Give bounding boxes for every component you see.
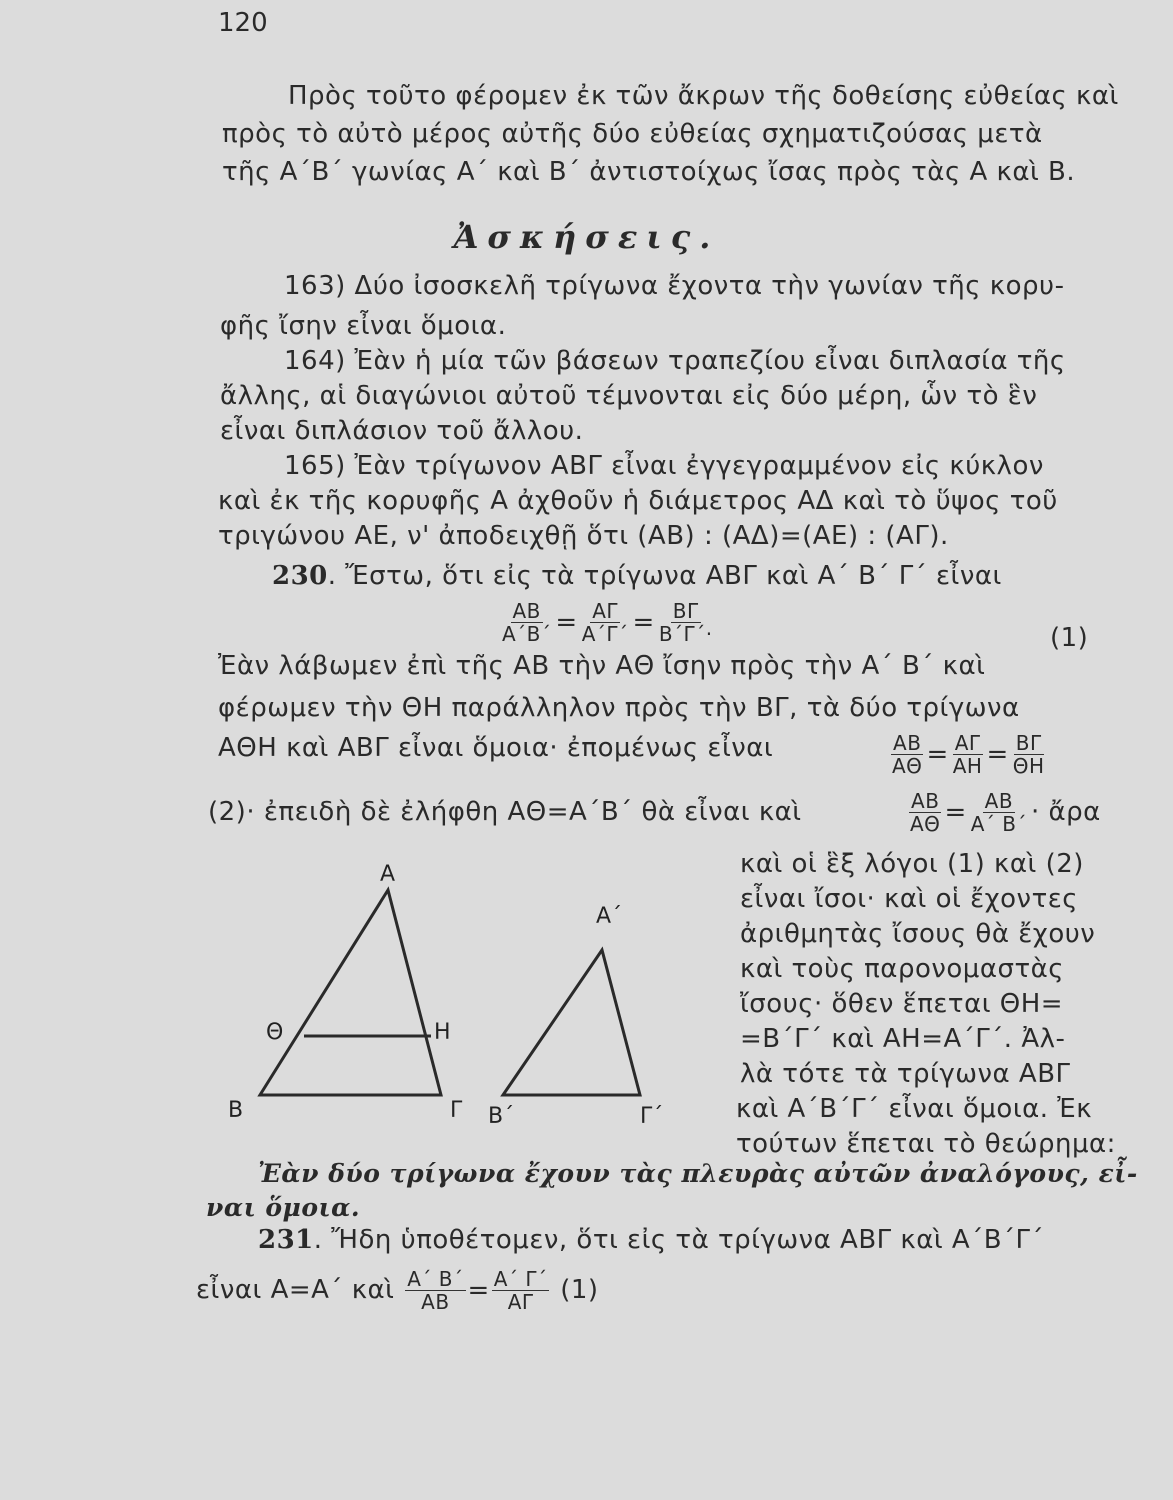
section-230-line-1	[272, 560, 1002, 592]
section-230-line-4: ΑΘΗ καὶ ΑΒΓ εἶναι ὅμοια· ἐπομένως εἶναι	[218, 733, 774, 763]
exercise-164-line-2: ἄλλης, αἱ διαγώνιοι αὐτοῦ τέμνονται εἰς δύο μέρη, ὧν τὸ ἓν	[220, 381, 1038, 411]
fraction	[500, 600, 553, 645]
section-230-text: . Ἔστω, ὅτι εἰς τὰ τρίγωνα ΑΒΓ καὶ Α΄ Β΄ Γ΄ εἶναι	[327, 561, 1002, 591]
label-G: Γ	[450, 1098, 463, 1123]
label-B: Β	[228, 1098, 244, 1123]
intro-line-2: πρὸς τὸ αὐτὸ μέρος αὐτῆς δύο εὐθείας σχηματιζούσας μετὰ	[222, 119, 1043, 149]
denominator: Α΄ Β΄	[970, 812, 1027, 836]
section-231-line-2: εἶναι Α=Α΄ καὶ $\frac{A΄ B΄}{AB}$ = $\frac{A΄ \Gamma΄}{A\Gamma}$ (1)	[196, 1267, 599, 1314]
exercise-163-line-1: 163) Δύο ἰσοσκελῆ τρίγωνα ἔχοντα τὴν γωνίαν τῆς κορυ-	[284, 271, 1065, 301]
side-text-line-8: καὶ Α΄Β΄Γ΄ εἶναι ὅμοια. Ἐκ	[736, 1094, 1093, 1124]
label-A: Α	[380, 862, 396, 887]
section-231-line-1	[258, 1224, 1044, 1256]
section-230-line-2: Ἐὰν λάβωμεν ἐπὶ τῆς ΑΒ τὴν ΑΘ ἴσην πρὸς τὴν Α΄ Β΄ καὶ	[218, 651, 986, 681]
exercise-165-line-3: τριγώνου ΑΕ, ν' ἀποδειχθῇ ὅτι (ΑΒ) : (ΑΔ)=(ΑΕ) : (ΑΓ).	[218, 521, 949, 551]
fraction	[492, 1268, 550, 1313]
numerator: ΑΒ	[911, 789, 940, 813]
triangle-a2b2g2	[503, 950, 640, 1095]
fraction	[580, 600, 631, 645]
equation-label-1: (1)	[1050, 623, 1089, 653]
numerator: ΑΒ	[512, 599, 541, 623]
side-text-line-3: ἀριθμητὰς ἴσους θὰ ἔχουν	[740, 919, 1096, 949]
numerator: Α΄ Β΄	[407, 1267, 464, 1291]
side-text-line-6: =Β΄Γ΄ καὶ ΑΗ=Α΄Γ΄. Ἀλ-	[740, 1024, 1066, 1054]
page-number: 120	[218, 8, 268, 38]
label-Theta: Θ	[266, 1020, 284, 1045]
exercises-heading: Ἀσκήσεις.	[453, 218, 720, 256]
label-B-prime: Β΄	[488, 1104, 515, 1129]
triangle-abg	[260, 890, 441, 1095]
side-text-line-5: ἴσους· ὅθεν ἕπεται ΘΗ=	[740, 989, 1064, 1019]
line-end-text: · ἄρα	[1031, 797, 1101, 827]
side-text-line-9: τούτων ἕπεται τὸ θεώρημα:	[736, 1129, 1116, 1159]
side-text-line-7: λὰ τότε τὰ τρίγωνα ΑΒΓ	[740, 1059, 1071, 1089]
numerator: ΑΓ	[592, 599, 619, 623]
side-text-line-1: καὶ οἱ ἓξ λόγοι (1) καὶ (2)	[740, 849, 1084, 879]
ratio-equation-3: $\frac{AB}{A\Theta}$ = $\frac{AB}{A΄ B΄}$ · ἄρα	[910, 789, 1101, 836]
numerator: ΑΓ	[954, 731, 981, 755]
numerator: ΒΓ	[672, 599, 699, 623]
denominator: Α΄Β΄	[502, 622, 552, 646]
exercise-164-line-1: 164) Ἐὰν ἡ μία τῶν βάσεων τραπεζίου εἶναι διπλασία τῆς	[284, 346, 1066, 376]
denominator: ΑΓ	[507, 1290, 534, 1314]
denominator: ΑΘ	[910, 812, 941, 836]
exercise-164-line-3: εἶναι διπλάσιον τοῦ ἄλλου.	[220, 416, 584, 446]
fraction	[890, 732, 924, 777]
denominator: ΘΗ	[1012, 754, 1045, 778]
label-H: Η	[434, 1020, 451, 1045]
ratio-equation-1: $\frac{AB}{A΄B΄}$ = $\frac{A\Gamma}{A΄\Gamma΄}$ = $\frac{B\Gamma}{B΄\Gamma΄\cdot}$	[502, 599, 713, 646]
fraction	[951, 732, 985, 777]
equation-label-231: (1)	[560, 1275, 599, 1305]
intro-line-3: τῆς Α΄Β΄ γωνίας Α΄ καὶ Β΄ ἀντιστοίχως ἴσας πρὸς τὰς Α καὶ Β.	[222, 157, 1076, 187]
side-text-line-2: εἶναι ἴσοι· καὶ οἱ ἔχοντες	[740, 884, 1079, 914]
exercise-165-line-2: καὶ ἐκ τῆς κορυφῆς Α ἀχθοῦν ἡ διάμετρος ΑΔ καὶ τὸ ὕψος τοῦ	[218, 486, 1058, 516]
numerator: Α΄ Γ΄	[493, 1267, 548, 1291]
denominator: Α΄Γ΄	[581, 622, 629, 646]
fraction	[969, 790, 1029, 835]
label-G-prime: Γ΄	[640, 1104, 664, 1129]
exercise-165-line-1: 165) Ἐὰν τρίγωνον ΑΒΓ εἶναι ἐγγεγραμμένον εἰς κύκλον	[284, 451, 1044, 481]
fraction	[405, 1268, 465, 1313]
section-230-line-3: φέρωμεν τὴν ΘΗ παράλληλον πρὸς τὴν ΒΓ, τὰ δύο τρίγωνα	[218, 693, 1020, 723]
fraction	[1011, 732, 1047, 777]
side-text-line-4: καὶ τοὺς παρονομαστὰς	[740, 954, 1064, 984]
denominator: Β΄Γ΄·	[658, 622, 713, 646]
section-number-231: 231	[258, 1225, 314, 1255]
section-number-230: 230	[272, 561, 328, 591]
section-231-text-2: εἶναι Α=Α΄ καὶ	[196, 1275, 395, 1305]
intro-line-1: Πρὸς τοῦτο φέρομεν ἐκ τῶν ἄκρων τῆς δοθείσης εὐθείας καὶ	[288, 81, 1119, 111]
section-231-text: . Ἤδη ὑποθέτομεν, ὅτι εἰς τὰ τρίγωνα ΑΒΓ καὶ Α΄Β΄Γ΄	[313, 1225, 1045, 1255]
denominator: ΑΒ	[421, 1290, 450, 1314]
ratio-equation-2: $\frac{AB}{A\Theta}$ = $\frac{A\Gamma}{AH}$ = $\frac{B\Gamma}{\Theta H}$	[892, 731, 1045, 778]
numerator: ΑΒ	[984, 789, 1014, 813]
exercise-163-line-2: φῆς ἴσην εἶναι ὅμοια.	[220, 311, 507, 341]
theorem-line-1: Ἐὰν δύο τρίγωνα ἔχουν τὰς πλευρὰς αὐτῶν ἀναλόγους, εἶ-	[258, 1159, 1138, 1188]
similar-triangles-figure	[220, 855, 680, 1135]
label-A-prime: Α΄	[596, 904, 623, 929]
denominator: ΑΗ	[952, 754, 983, 778]
numerator: ΒΓ	[1015, 731, 1042, 755]
theorem-line-2: ναι ὅμοια.	[206, 1193, 361, 1222]
fraction	[657, 600, 715, 645]
numerator: ΑΒ	[893, 731, 922, 755]
fraction	[908, 790, 942, 835]
section-230-line-5: (2)· ἐπειδὴ δὲ ἐλήφθη ΑΘ=Α΄Β΄ θὰ εἶναι καὶ	[208, 797, 802, 827]
denominator: ΑΘ	[892, 754, 923, 778]
